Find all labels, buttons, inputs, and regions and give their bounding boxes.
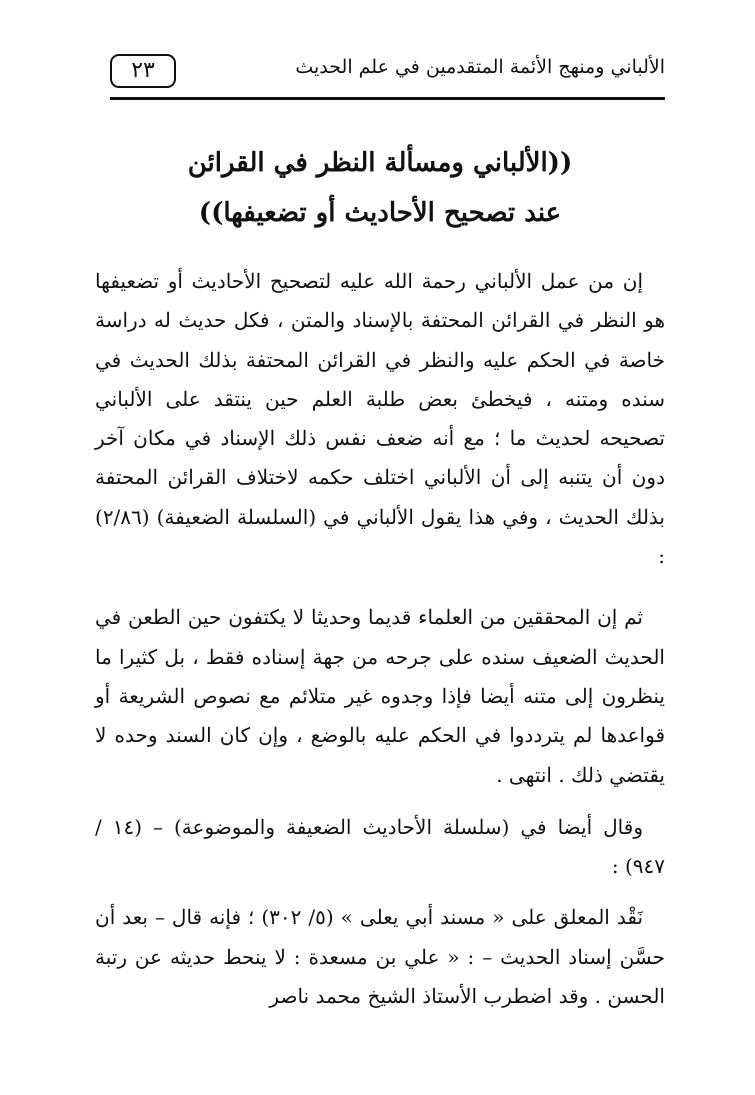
page-number	[110, 54, 176, 88]
paragraph: نَقْد المعلق على « مسند أبي يعلى » (٥/ ٣٠٢) ؛ فإنه قال – بعد أن حسَّن إسناد الحديث – : « علي بن مسعدة : لا ينحط حديثه عن رتبة الحسن . وقد اضطرب الأستاذ الشيخ محمد ناصر	[95, 905, 665, 1009]
quoted-paragraph: ثم إن المحققين من العلماء قديما وحديثا لا يكتفون حين الطعن في الحديث الضعيف سنده على جرحه من جهة إسناده فقط ، بل كثيرا ما ينظرون إلى متنه أيضا فإذا وجدوه غير متلائم مع نصوص الشريعة أو قواعدها لم يترددوا في الحكم عليه بالوضع ، وإن كان السند وحده لا يقتضي ذلك . انتهى .	[95, 605, 665, 787]
page-header	[110, 40, 665, 102]
body-text	[95, 262, 665, 1016]
chapter-title	[130, 138, 630, 238]
running-title: الألباني ومنهج الأئمة المتقدمين في علم الحديث	[295, 56, 665, 78]
chapter-title-line-1: ((الألباني ومسألة النظر في القرائن	[187, 148, 573, 178]
page-number-text: ٢٣	[131, 58, 155, 83]
chapter-title-line-2: عند تصحيح الأحاديث أو تضعيفها))	[198, 198, 562, 228]
paragraph: وقال أيضا في (سلسلة الأحاديث الضعيفة والموضوعة) – (١٤ / ٩٤٧) :	[95, 814, 665, 879]
header-divider	[110, 97, 665, 100]
paragraph: إن من عمل الألباني رحمة الله عليه لتصحيح الأحاديث أو تضعيفها هو النظر في القرائن المحتفة بالإسناد والمتن ، فكل حديث له دراسة خاصة في الحكم عليه والنظر في القرائن المحتفة بذلك الحديث في سنده ومتنه ، فيخطئ بعض طلبة العلم حين ينتقد على الألباني تصحيحه لحديث ما ؛ مع أنه ضعف نفس ذلك الإسناد في مكان آخر دون أن يتنبه إلى أن الألباني اختلف حكمه لاختلاف القرائن المحتفة بذلك الحديث ، وفي هذا يقول الألباني في (السلسلة الضعيفة) (٢/٨٦) :	[95, 269, 665, 569]
